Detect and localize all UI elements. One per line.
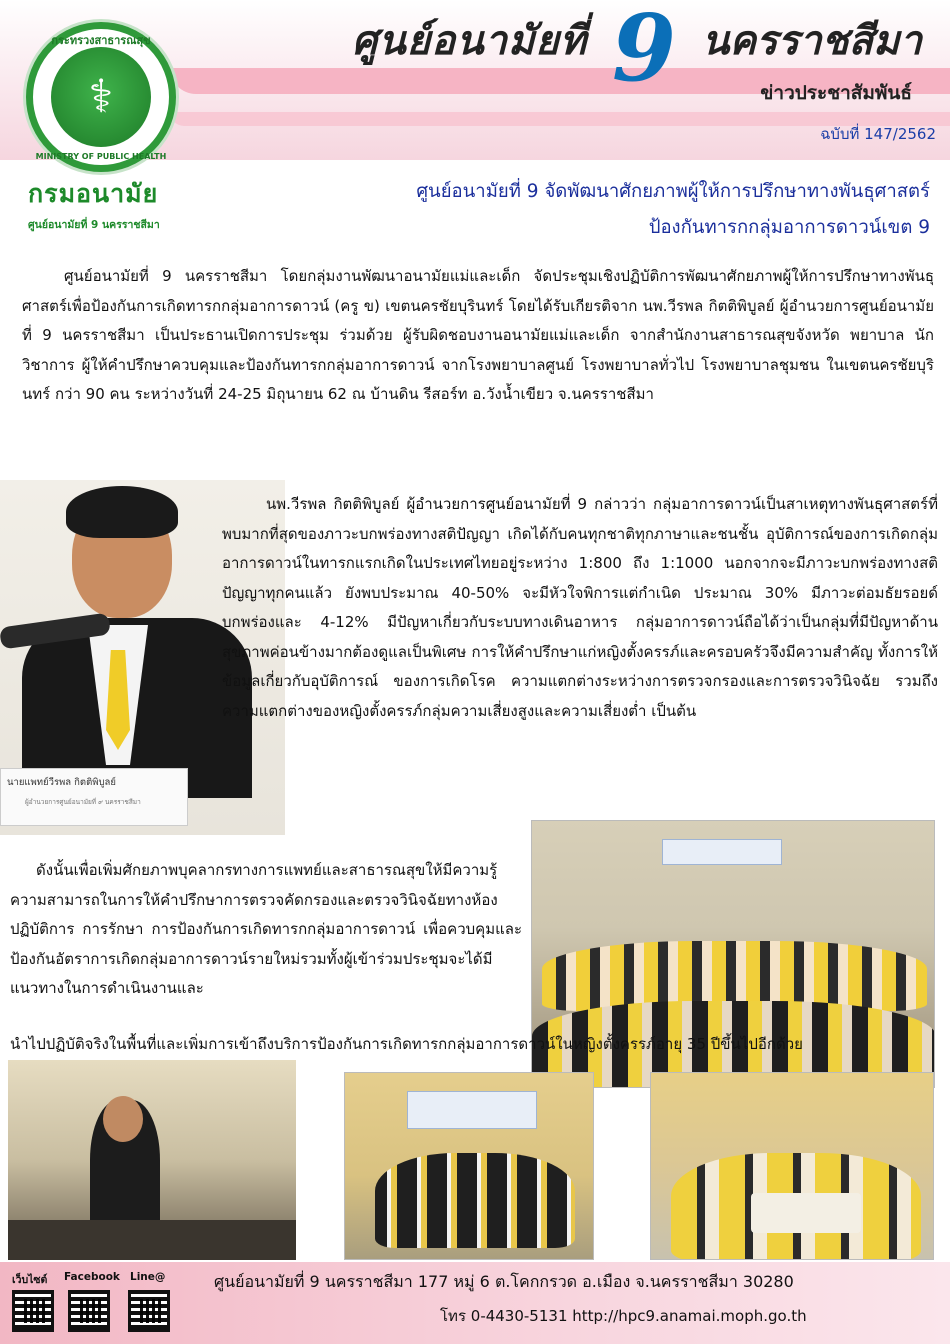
website-qr-icon[interactable] <box>12 1290 54 1332</box>
nameplate <box>0 768 188 826</box>
body-paragraph-3-end: นำไปปฏิบัติจริงในพื้นที่และเพิ่มการเข้าถึงบริการป้องกันการเกิดทารกกลุ่มอาการดาวน์ในหญิงตั้งครรภ์อายุ 35 ปีขึ้นไปอีกด้วย <box>10 1035 803 1053</box>
logo-ring-text-bottom: MINISTRY OF PUBLIC HEALTH <box>35 152 167 161</box>
body-paragraph-1: ศูนย์อนามัยที่ 9 นครราชสีมา โดยกลุ่มงานพัฒนาอนามัยแม่และเด็ก จัดประชุมเชิงปฏิบัติการพัฒนาศักยภาพผู้ให้การปรึกษาทางพันธุศาสตร์เพื่อป้องกันการเกิดทารกกลุ่มอาการดาวน์ (ครู ข) เขตนครชัยบุรินทร์ โดยได้รับเกียรติจาก นพ.วีรพล กิตติพิบูลย์ ผู้อำนวยการศูนย์อนามัยที่ 9 นครราชสีมา เป็นประธานเปิดการประชุม ร่วมด้วย ผู้รับผิดชอบงานอนามัยแม่และเด็ก จากสำนักงานสาธารณสุขจังหวัด พยาบาล นักวิชาการ ผู้ให้คำปรึกษาควบคุมและป้องกันทารกกลุ่มอาการดาวน์ จากโรงพยาบาลศูนย์ โรงพยาบาลทั่วไป โรงพยาบาลชุมชน ในเขตนครชัยบุรินทร์ กว่า 90 คน ระหว่างวันที่ 24-25 มิถุนายน 62 ณ บ้านดิน รีสอร์ท อ.วังน้ำเขียว จ.นครราชสีมา <box>22 267 934 403</box>
qr-label-facebook: Facebook <box>64 1271 120 1283</box>
headline <box>262 174 930 246</box>
department-name: กรมอนามัย <box>28 179 159 208</box>
ministry-logo <box>26 22 176 172</box>
nameplate-subtext: ผู้อำนวยการศูนย์อนามัยที่ ๙ นครราชสีมา <box>25 798 141 806</box>
masthead-title-left: ศูนย์อนามัยที่ <box>352 18 588 64</box>
photo-table <box>751 1193 861 1233</box>
logo-ring-text-top: กระทรวงสาธารณสุข <box>51 34 151 47</box>
issue-number: ฉบับที่ 147/2562 <box>820 125 936 143</box>
body-paragraph-2: นพ.วีรพล กิตติพิบูลย์ ผู้อำนวยการศูนย์อนามัยที่ 9 กล่าวว่า กลุ่มอาการดาวน์เป็นสาเหตุทางพันธุศาสตร์ที่พบมากที่สุดของภาวะบกพร่องทางสติปัญญา เกิดได้กับคนทุกชาติทุกภาษาและชนชั้น อุบัติการณ์ของการเกิดกลุ่มอาการดาวน์ในทารกแรกเกิดในประเทศไทยอยู่ระหว่าง 1:800 ถึง 1:1000 นอกจากจะมีภาวะบกพร่องทางสติปัญญาทุกคนแล้ว ยังพบประมาณ 40-50% จะมีหัวใจพิการแต่กำเนิด ประมาณ 30% มีภาวะต่อมธัยรอยด์บกพร่องและ 4-12% มีปัญหาเกี่ยวกับระบบทางเดินอาหาร กลุ่มอาการดาวน์ถือได้ว่าเป็นกลุ่มที่มีปัญหาด้านสุขภาพค่อนข้างมากต้องดูแลเป็นพิเศษ การให้คำปรึกษาแก่หญิงตั้งครรภ์และครอบครัวจึงมีความสำคัญ ทั้งการให้ข้อมูลเกี่ยวกับอุบัติการณ์ ของการเกิดโรค ความแตกต่างระหว่างการตรวจกรองและการตรวจวินิจฉัย รวมถึงความแตกต่างของหญิงตั้งครรภ์กลุ่มความเสี่ยงสูงและความเสี่ยงต่ำ เป็นต้น <box>222 495 938 720</box>
photo-award-lineup <box>375 1153 575 1248</box>
photo-banner <box>407 1091 537 1129</box>
caduceus-icon: ⚕ <box>88 69 114 123</box>
line-qr-icon[interactable] <box>128 1290 170 1332</box>
masthead-title-right: นครราชสีมา <box>702 18 922 64</box>
photo-desk <box>8 1220 296 1260</box>
photo-banner <box>662 839 782 865</box>
headline-line-2: ป้องกันทารกกลุ่มอาการดาวน์เขต 9 <box>648 217 930 238</box>
masthead-number: 9 <box>612 0 677 102</box>
department-brand <box>28 174 208 233</box>
photo-figure-hair <box>66 486 178 538</box>
qr-label-website: เว็บไซต์ <box>12 1274 48 1286</box>
facebook-qr-icon[interactable] <box>68 1290 110 1332</box>
headline-line-1: ศูนย์อนามัยที่ 9 จัดพัฒนาศักยภาพผู้ให้การปรึกษาทางพันธุศาสตร์ <box>416 181 930 202</box>
photo-speaker-head <box>103 1096 143 1142</box>
workshop-photo <box>650 1072 934 1260</box>
footer-address: ศูนย์อนามัยที่ 9 นครราชสีมา 177 หมู่ 6 ต.โคกกรวด อ.เมือง จ.นครราชสีมา 30280 <box>214 1272 794 1291</box>
body-paragraph-3: ดังนั้นเพื่อเพิ่มศักยภาพบุคลากรทางการแพทย์และสาธารณสุขให้มีความรู้ความสามารถในการให้คำปรึกษาการตรวจคัดกรองและตรวจวินิจฉัยทางห้องปฏิบัติการ การรักษา การป้องกันการเกิดทารกกลุ่มอาการดาวน์ เพื่อควบคุมและป้องกันอัตราการเกิดกลุ่มอาการดาวน์รายใหม่รวมทั้งผู้เข้าร่วมประชุมจะได้มีแนวทางในการดำเนินงานและ <box>10 861 522 997</box>
qr-label-line: Line@ <box>130 1271 166 1283</box>
footer-contact[interactable]: โทร 0-4430-5131 http://hpc9.anamai.moph.go.th <box>440 1307 807 1325</box>
ceremony-photo <box>344 1072 594 1260</box>
speaker-photo <box>8 1060 296 1260</box>
section-label: ข่าวประชาสัมพันธ์ <box>760 82 912 104</box>
center-name: ศูนย์อนามัยที่ 9 นครราชสีมา <box>28 219 160 231</box>
caduceus-emblem <box>51 47 151 147</box>
nameplate-text: นายแพทย์วีรพล กิตติพิบูลย์ <box>7 777 116 788</box>
